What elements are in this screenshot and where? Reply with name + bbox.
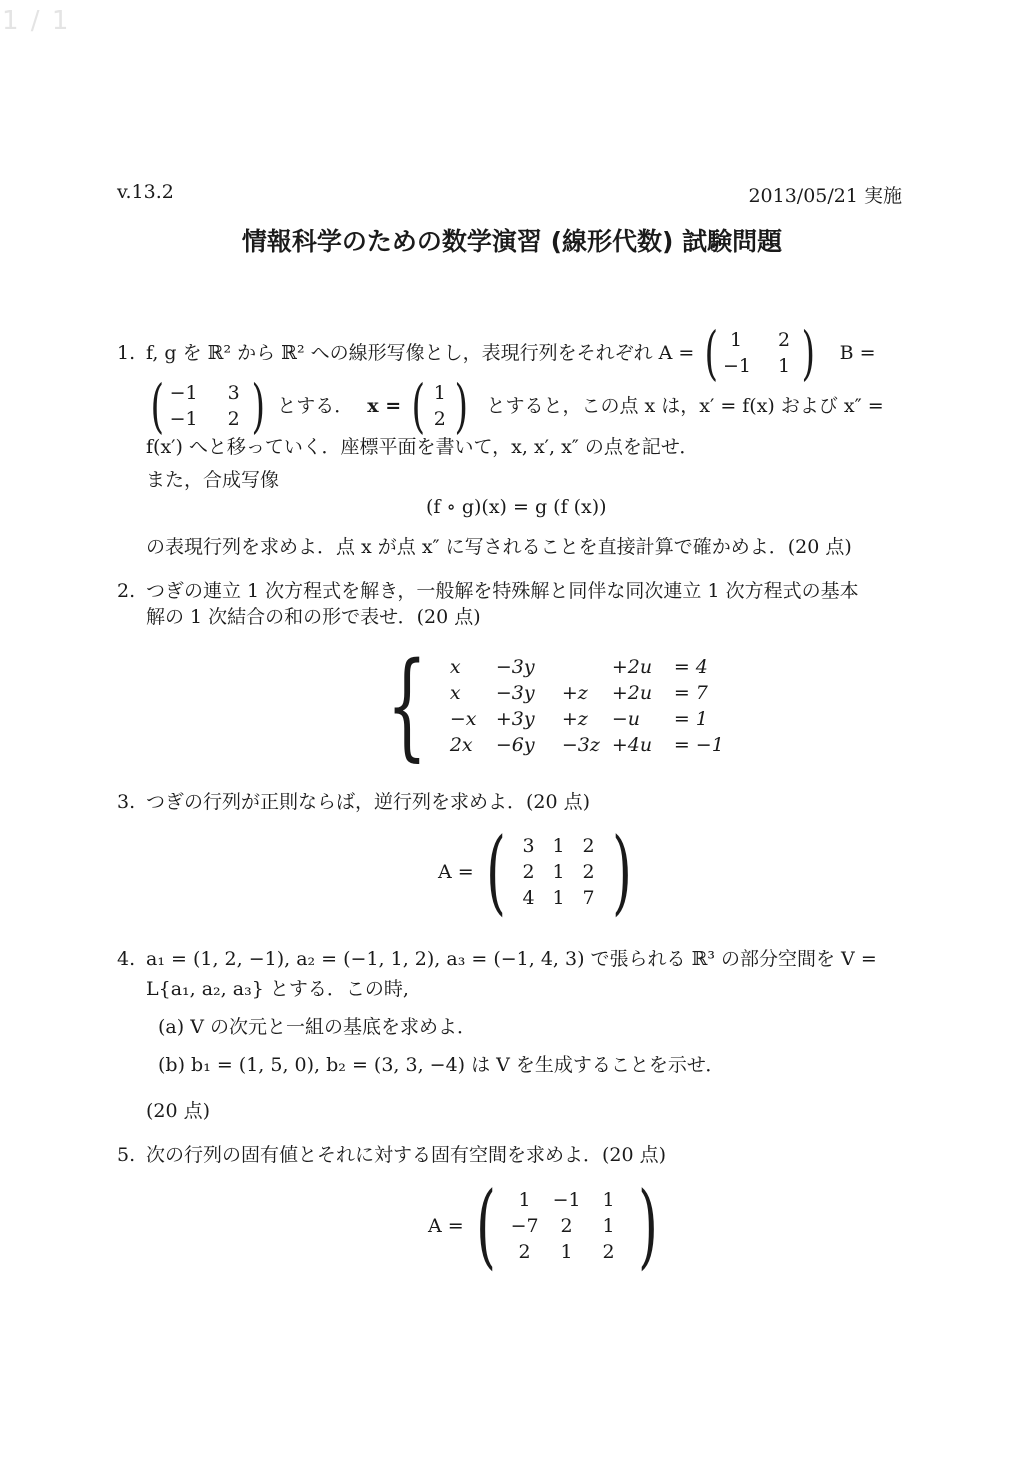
q2-number: 2. <box>117 580 136 602</box>
q3-lhs: A = <box>438 861 474 883</box>
right-paren: ) <box>801 319 816 387</box>
left-paren: ( <box>704 319 719 387</box>
equation-cell: +2u <box>611 656 653 678</box>
matrix-cell: 1 <box>552 887 565 909</box>
matrix-cell: 3 <box>522 835 535 857</box>
matrix-cell: 2 <box>560 1215 573 1237</box>
matrix-cell: 2 <box>518 1241 531 1263</box>
left-paren: ( <box>485 818 506 925</box>
q5-matrix <box>504 1187 630 1265</box>
equation-cell: x <box>449 682 461 704</box>
q1-number: 1. <box>117 342 136 364</box>
matrix-cell: −1 <box>552 1189 581 1211</box>
equation-cell: −3z <box>561 734 600 756</box>
q1-line2-text-a: とする． <box>277 395 354 417</box>
q5-line1: 次の行列の固有値とそれに対する固有空間を求めよ．(20 点) <box>146 1144 667 1166</box>
q2-line2: 解の 1 次結合の和の形で表せ．(20 点) <box>146 606 481 628</box>
q4-number: 4. <box>117 948 136 970</box>
matrix-cell: 4 <box>522 887 535 909</box>
matrix-cell: 2 <box>602 1241 615 1263</box>
vector-cell: 1 <box>433 382 446 404</box>
matrix-a <box>700 319 819 387</box>
page-title: 情報科学のための数学演習 (線形代数) 試験問題 <box>241 227 783 256</box>
exam-date: 2013/05/21 実施 <box>748 185 902 207</box>
q1-line4: また，合成写像 <box>146 469 280 491</box>
equation-system <box>370 638 734 773</box>
page-indicator: 1 / 1 <box>2 6 71 36</box>
matrix-cell: 1 <box>560 1241 573 1263</box>
equation-cell: −3y <box>495 682 535 704</box>
q1-line2-text-c: とすると，この点 x は，x′ = f(x) および x″ = <box>486 395 884 417</box>
left-paren: ( <box>150 372 165 440</box>
q3-line1: つぎの行列が正則ならば，逆行列を求めよ．(20 点) <box>146 791 591 813</box>
left-brace: { <box>386 638 428 773</box>
matrix-cell: 3 <box>227 382 240 404</box>
q1-line1-text: f, g を ℝ² から ℝ² への線形写像とし，表現行列をそれぞれ A = <box>146 342 695 364</box>
left-paren: ( <box>411 372 426 440</box>
q2-line1: つぎの連立 1 次方程式を解き，一般解を特殊解と同伴な同次連立 1 次方程式の基本 <box>146 580 859 602</box>
q5-number: 5. <box>117 1144 136 1166</box>
q1-line2-text-b: x = <box>367 395 402 417</box>
vector-cell: 2 <box>433 408 446 430</box>
matrix-b <box>146 372 269 440</box>
q1-line5: の表現行列を求めよ．点 x が点 x″ に写されることを直接計算で確かめよ．(20 点) <box>146 536 852 558</box>
q1-line2 <box>146 372 884 440</box>
matrix-cell: 1 <box>777 355 791 377</box>
right-paren: ) <box>454 372 468 440</box>
matrix-cell: −1 <box>169 382 198 404</box>
q5-lhs: A = <box>428 1215 464 1237</box>
q4-line2: L{a₁, a₂, a₃} とする．この時, <box>146 978 409 1000</box>
equation-cell <box>562 654 612 680</box>
q4-points: (20 点) <box>146 1100 211 1122</box>
q1-b-label: B = <box>839 342 876 364</box>
right-paren: ) <box>637 1172 658 1279</box>
equation-cell: +4u <box>611 734 653 756</box>
right-paren: ) <box>611 818 632 925</box>
matrix-cell: 1 <box>552 861 565 883</box>
matrix-cell: 2 <box>777 329 791 351</box>
equation-cell: = 7 <box>673 682 708 704</box>
matrix-cell: 7 <box>582 887 595 909</box>
equation-cell: +3y <box>495 708 535 730</box>
matrix-cell: 1 <box>602 1215 615 1237</box>
matrix-cell: −7 <box>510 1215 539 1237</box>
q4-part-a: (a) V の次元と一組の基底を求めよ． <box>158 1016 476 1038</box>
equation-cell: x <box>449 656 461 678</box>
matrix-cell: 2 <box>582 861 595 883</box>
q4-part-b: (b) b₁ = (1, 5, 0), b₂ = (3, 3, −4) は V を生成することを示せ． <box>158 1054 725 1076</box>
equation-cell: −3y <box>495 656 535 678</box>
q5-matrix-block <box>428 1172 666 1279</box>
matrix-cell: −1 <box>169 408 198 430</box>
vector-x <box>407 372 472 440</box>
equation-cell: 2x <box>449 734 473 756</box>
equation-cell: = −1 <box>673 734 724 756</box>
equation-grid <box>450 654 734 758</box>
matrix-cell: 1 <box>552 835 565 857</box>
matrix-cell: 2 <box>582 835 595 857</box>
left-paren: ( <box>475 1172 496 1279</box>
matrix-cell: 1 <box>602 1189 615 1211</box>
equation-cell: = 1 <box>673 708 708 730</box>
right-paren: ) <box>251 372 265 440</box>
version-label: v.13.2 <box>117 181 174 203</box>
equation-cell: +z <box>561 708 588 730</box>
equation-cell: +2u <box>611 682 653 704</box>
equation-cell: −6y <box>495 734 535 756</box>
matrix-cell: −1 <box>722 355 751 377</box>
q4-line1: a₁ = (1, 2, −1), a₂ = (−1, 1, 2), a₃ = (−1, 4, 3) で張られる ℝ³ の部分空間を V = <box>146 948 877 970</box>
matrix-cell: 2 <box>227 408 240 430</box>
equation-cell: = 4 <box>673 656 708 678</box>
q3-matrix <box>514 833 604 911</box>
matrix-cell: 1 <box>729 329 743 351</box>
matrix-cell: 2 <box>522 861 535 883</box>
q1-line3: f(x′) へと移っていく．座標平面を書いて，x, x′, x″ の点を記せ． <box>146 436 699 458</box>
q3-matrix-block <box>438 818 640 925</box>
matrix-cell: 1 <box>518 1189 531 1211</box>
equation-cell: −x <box>449 708 477 730</box>
q1-formula: (f ∘ g)(x) = g (f (x)) <box>426 496 607 518</box>
equation-cell: −u <box>611 708 640 730</box>
q3-number: 3. <box>117 791 136 813</box>
equation-cell: +z <box>561 682 588 704</box>
